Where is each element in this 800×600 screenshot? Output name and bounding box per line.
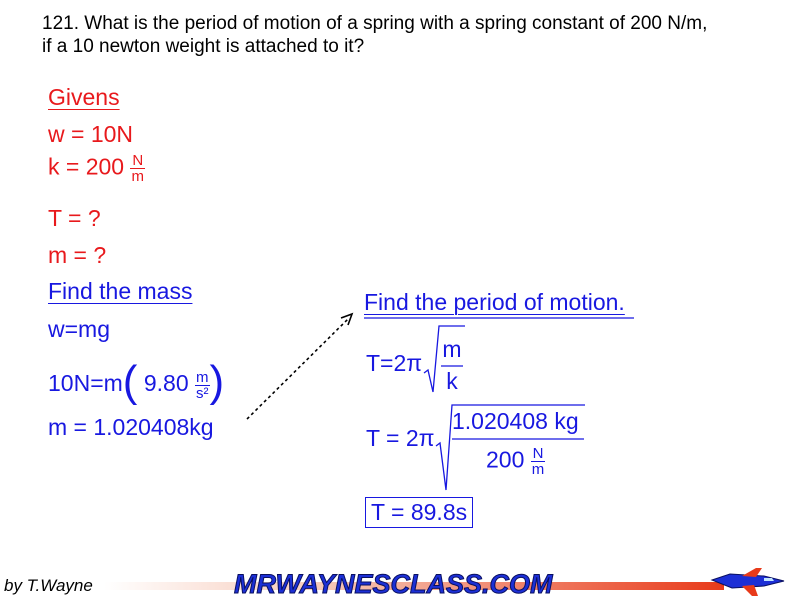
spring-constant-value: k = 200 [48, 153, 125, 180]
mass-equation-1: w=mg [48, 316, 110, 342]
question-line-1: 121. What is the period of motion of a spring with a spring constant of 200 N/m, [42, 13, 708, 34]
period-heading: Find the period of motion. [364, 289, 625, 315]
unit-denominator: s² [196, 384, 209, 402]
mass-heading: Find the mass [48, 278, 193, 304]
right-paren: ) [209, 357, 225, 406]
unit-numerator: N [132, 152, 144, 169]
unit-numerator: m [196, 368, 209, 386]
gravity-value: 9.80 [143, 370, 189, 397]
site-logo: MRWAYNESCLASS.COM [234, 569, 553, 599]
mass-result: m = 1.020408kg [48, 414, 214, 440]
given-mass: m = ? [48, 242, 107, 268]
author-credit: by T.Wayne [4, 576, 93, 595]
period-eq1-denominator: k [446, 368, 458, 394]
question-line-2: if a 10 newton weight is attached to it? [42, 36, 365, 57]
given-weight: w = 10N [48, 121, 134, 147]
period-result: T = 89.8s [365, 497, 473, 528]
radical-sign-2 [436, 405, 585, 490]
left-paren: ( [122, 357, 138, 406]
given-period: T = ? [48, 205, 101, 231]
denominator-value: 200 [486, 446, 525, 473]
unit-denominator: m [531, 461, 545, 478]
jet-icon [712, 568, 784, 596]
radical-sign-1 [424, 326, 465, 392]
period-eq2-prefix: T = 2π [366, 425, 435, 451]
unit-denominator: m [131, 168, 144, 185]
dotted-arrow-line [247, 318, 349, 419]
period-eq1-numerator: m [442, 336, 462, 362]
mass-eq2-prefix: 10N=m [48, 370, 123, 397]
unit-numerator: N [532, 445, 544, 462]
givens-heading: Givens [48, 84, 120, 110]
period-eq2-numerator: 1.020408 kg [452, 408, 579, 434]
period-eq1-prefix: T=2π [366, 350, 423, 376]
